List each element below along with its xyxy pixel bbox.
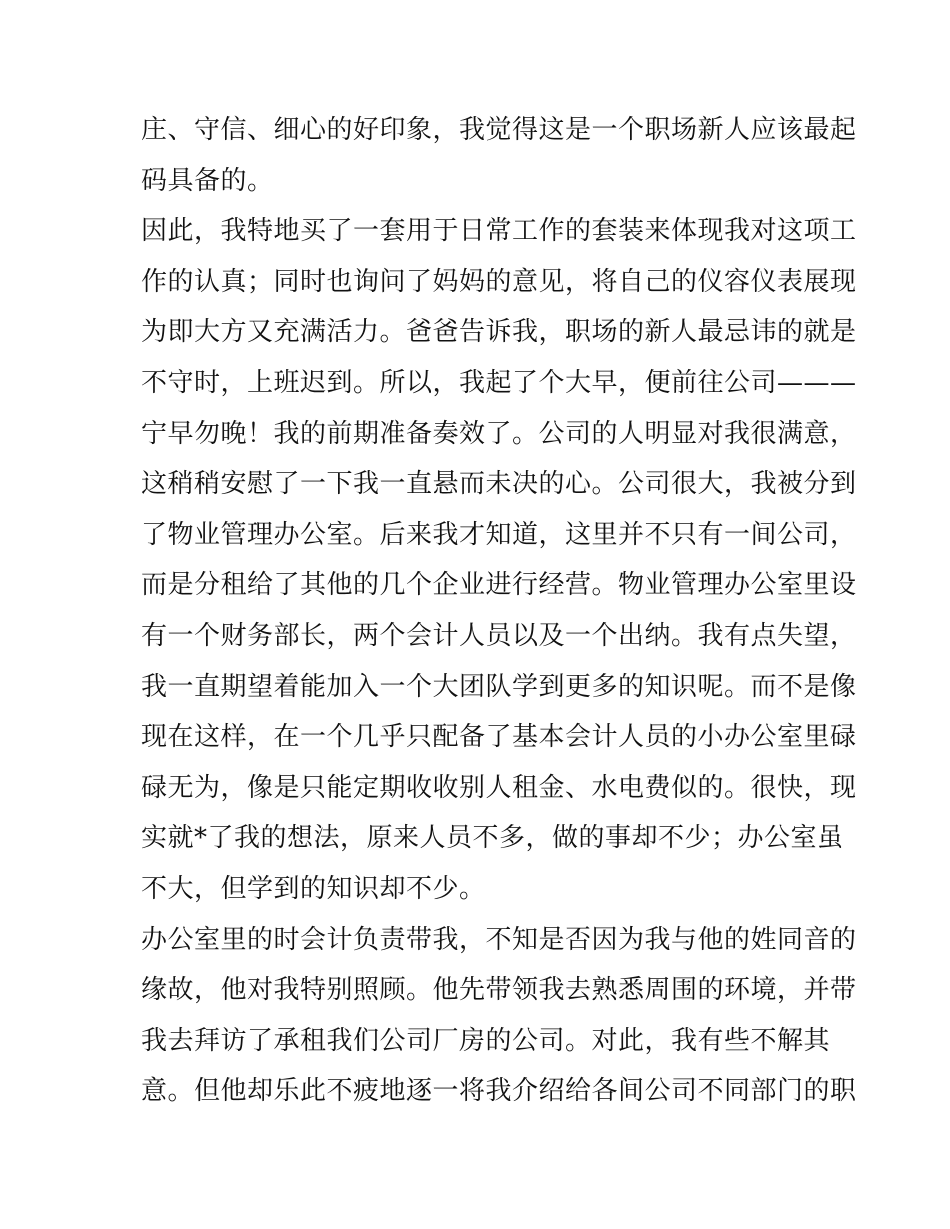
text-line: 我去拜访了承租我们公司厂房的公司。对此，我有些不解其	[141, 1025, 831, 1056]
text-line: 宁早勿晚！我的前期准备奏效了。公司的人明显对我很满意，	[141, 418, 857, 449]
text-line: 码具备的。	[141, 165, 274, 196]
text-line: 作的认真；同时也询问了妈妈的意见，将自己的仪容仪表展现	[141, 266, 857, 297]
text-line: 现在这样，在一个几乎只配备了基本会计人员的小办公室里碌	[141, 722, 857, 753]
text-line: 我一直期望着能加入一个大团队学到更多的知识呢。而不是像	[141, 671, 857, 702]
text-line: 因此，我特地买了一套用于日常工作的套装来体现我对这项工	[141, 216, 857, 247]
text-line: 缘故，他对我特别照顾。他先带领我去熟悉周围的环境，并带	[141, 975, 857, 1006]
text-line: 不大，但学到的知识却不少。	[141, 873, 486, 904]
body-text	[141, 105, 857, 1117]
text-line: 实就*了我的想法，原来人员不多，做的事却不少；办公室虽	[141, 823, 844, 854]
text-line: 意。但他却乐此不疲地逐一将我介绍给各间公司不同部门的职	[141, 1076, 857, 1107]
text-line: 了物业管理办公室。后来我才知道，这里并不只有一间公司，	[141, 519, 857, 550]
text-line: 不守时，上班迟到。所以，我起了个大早，便前往公司———	[141, 367, 857, 398]
text-line: 这稍稍安慰了一下我一直悬而未决的心。公司很大，我被分到	[141, 469, 857, 500]
text-line: 而是分租给了其他的几个企业进行经营。物业管理办公室里设	[141, 570, 857, 601]
text-line: 庄、守信、细心的好印象，我觉得这是一个职场新人应该最起	[141, 115, 857, 145]
text-line: 有一个财务部长，两个会计人员以及一个出纳。我有点失望，	[141, 620, 857, 651]
text-line: 为即大方又充满活力。爸爸告诉我，职场的新人最忌讳的就是	[141, 317, 857, 348]
text-line: 办公室里的时会计负责带我，不知是否因为我与他的姓同音的	[141, 924, 857, 955]
text-line: 碌无为，像是只能定期收收别人租金、水电费似的。很快，现	[141, 772, 857, 803]
